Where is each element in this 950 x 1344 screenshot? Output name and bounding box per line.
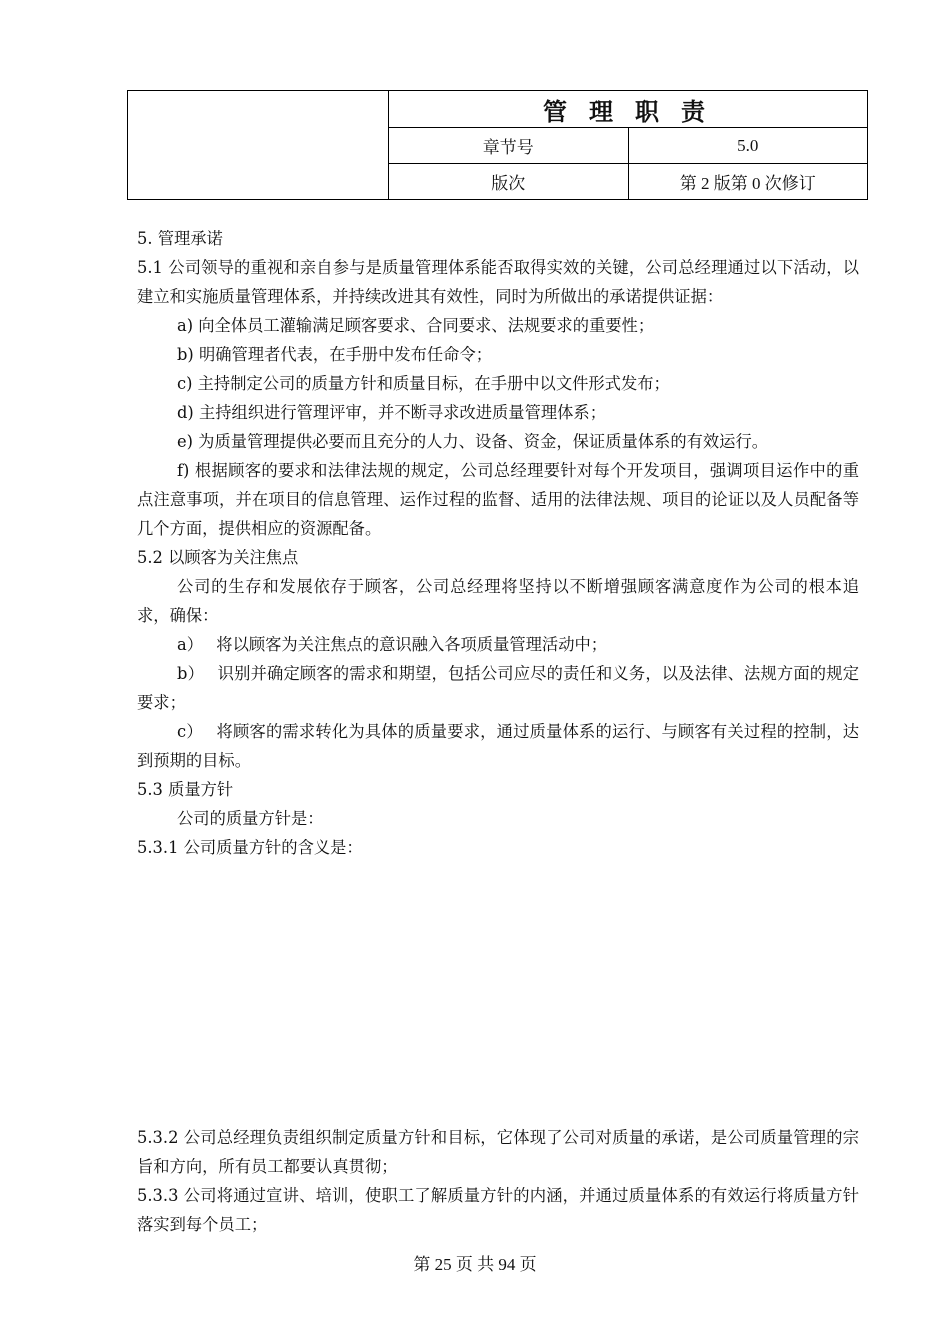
- paragraph: 5.3.1 公司质量方针的含义是：: [137, 838, 363, 857]
- section-title: 管 理 职 责: [389, 91, 868, 128]
- list-item: c） 将顾客的需求转化为具体的质量要求，通过质量体系的运行、与顾客有关过程的控制，达到预期的目标。: [137, 722, 859, 770]
- paragraph: 5.1 公司领导的重视和亲自参与是质量管理体系能否取得实效的关键，公司总经理通过以下活动，以建立和实施质量管理体系，并持续改进其有效性，同时为所做出的承诺提供证据：: [137, 258, 859, 306]
- list-item: c) 主持制定公司的质量方针和质量目标，在手册中以文件形式发布；: [177, 374, 670, 393]
- list-item: f) 根据顾客的要求和法律法规的规定，公司总经理要针对每个开发项目，强调项目运作中的重点注意事项，并在项目的信息管理、运作过程的监督、适用的法律法规、项目的论证以及人员配备等几个方面，提供相应的资源配备。: [137, 461, 859, 538]
- edition-label: 版次: [389, 164, 629, 200]
- list-item: e) 为质量管理提供必要而且充分的人力、设备、资金，保证质量体系的有效运行。: [177, 432, 769, 451]
- paragraph: 公司的生存和发展依存于顾客，公司总经理将坚持以不断增强顾客满意度作为公司的根本追求，确保：: [137, 577, 859, 625]
- list-item: d) 主持组织进行管理评审，并不断寻求改进质量管理体系；: [177, 403, 606, 422]
- page-footer: 第 25 页 共 94 页: [413, 1255, 537, 1274]
- edition-value: 第 2 版第 0 次修订: [628, 164, 868, 200]
- logo-cell: [128, 91, 389, 200]
- paragraph: 5.3.2 公司总经理负责组织制定质量方针和目标，它体现了公司对质量的承诺，是公司质量管理的宗旨和方向，所有员工都要认真贯彻；: [137, 1128, 859, 1176]
- section-heading: 5.2 以顾客为关注焦点: [137, 548, 299, 567]
- blank-space: [137, 862, 859, 1123]
- list-item: b） 识别并确定顾客的需求和期望，包括公司应尽的责任和义务，以及法律、法规方面的规定要求；: [137, 664, 859, 712]
- paragraph: 公司的质量方针是：: [177, 809, 324, 828]
- paragraph: 5.3.3 公司将通过宣讲、培训，使职工了解质量方针的内涵，并通过质量体系的有效运行将质量方针落实到每个员工；: [137, 1186, 859, 1234]
- chapter-value: 5.0: [628, 128, 868, 164]
- list-item: a) 向全体员工灌输满足顾客要求、合同要求、法规要求的重要性；: [177, 316, 655, 335]
- document-header-table: [127, 90, 868, 200]
- list-item: a） 将以顾客为关注焦点的意识融入各项质量管理活动中；: [177, 635, 608, 654]
- list-item: b) 明确管理者代表，在手册中发布任命令；: [177, 345, 493, 364]
- document-body: [137, 224, 859, 1239]
- section-heading: 5. 管理承诺: [137, 229, 223, 248]
- chapter-label: 章节号: [389, 128, 629, 164]
- section-heading: 5.3 质量方针: [137, 780, 234, 799]
